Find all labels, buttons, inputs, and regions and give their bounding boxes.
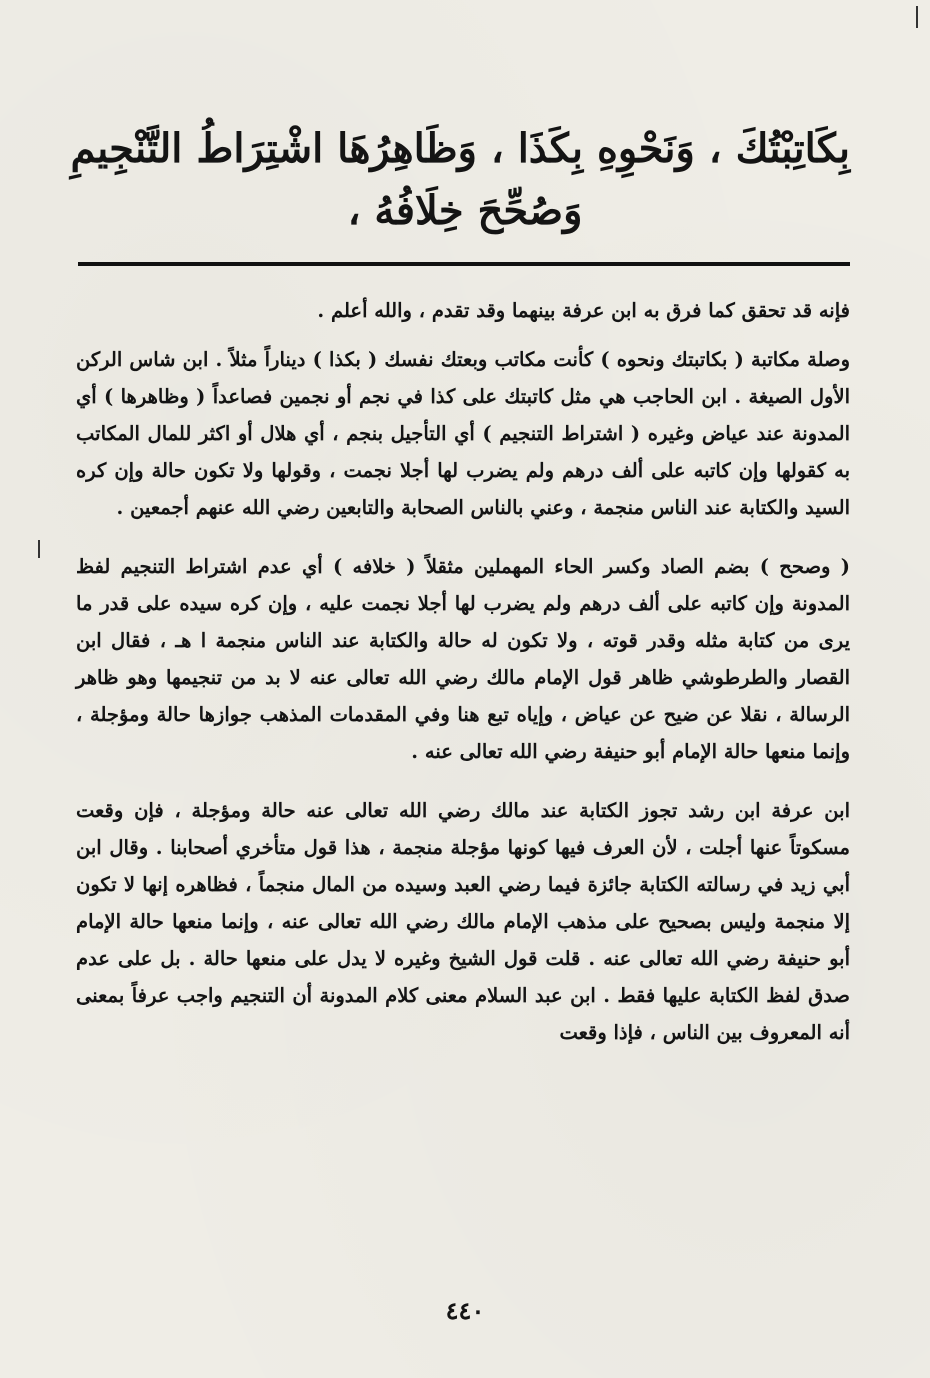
paragraph-3: ( وصحح ) بضم الصاد وكسر الحاء المهملين مثقلاً ( خلافه ) أي عدم اشتراط التنجيم لفظ المدونة وإن كاتبه على ألف درهم ولم يضرب لها أجلا نجمت عليه ، وإن كره سيده على قدر ما يرى من كتابة مثله وقدر قوته ، ولا تكون له حالة والكتابة عند الناس منجمة ا هـ ، فقال ابن القصار والطرطوشي ظاهر قول الإمام مالك رضي الله تعالى عنه لا بد من تنجيمها وهو ظاهر الرسالة ، نقلا عن ضيح عن عياض ، وإياه تبع هنا وفي المقدمات المذهب جوازها حالة ومؤجلة ، وإنما منعها حالة الإمام أبو حنيفة رضي الله تعالى عنه . xyxy=(76,555,850,763)
chapter-header xyxy=(70,118,850,242)
commentary-body xyxy=(76,292,850,1051)
margin-mark xyxy=(916,6,918,28)
header-divider xyxy=(78,262,850,266)
paragraph-4: ابن عرفة ابن رشد تجوز الكتابة عند مالك رضي الله تعالى عنه حالة ومؤجلة ، فإن وقعت مسكوتاً عنها أجلت ، لأن العرف فيها كونها مؤجلة منجمة ، هذا قول متأخري أصحابنا . وقال ابن أبي زيد في رسالته الكتابة جائزة فيما رضي العبد وسيده من المال منجماً ، فظاهره إنها لا تكون إلا منجمة وليس بصحيح على مذهب الإمام مالك رضي الله تعالى عنه ، وإنما منعها حالة الإمام أبو حنيفة رضي الله تعالى عنه . قلت قول الشيخ وغيره لا يدل على منعها حالة . بل على عدم صدق لفظ الكتابة عليها فقط . ابن عبد السلام معنى كلام المدونة أن التنجيم واجب عرفاً بمعنى أنه المعروف بين الناس ، فإذا وقعت xyxy=(76,799,850,1044)
paragraph-2: وصلة مكاتبة ( بكاتبتك ونحوه ) كأنت مكاتب وبعتك نفسك ( بكذا ) ديناراً مثلاً . ابن شاس الركن الأول الصيغة . ابن الحاجب هي مثل كاتبتك على كذا في نجم أو نجمين فصاعداً ( وظاهرها ) أي المدونة عند عياض وغيره ( اشتراط التنجيم ) أي التأجيل بنجم ، أي هلال أو اكثر للمال المكاتب به كقولها وإن كاتبه على ألف درهم ولم يضرب لها أجلا نجمت ، وقولها ولا تكون حالة وإن كره السيد والكتابة عند الناس منجمة ، وعني بالناس الصحابة والتابعين رضي الله عنهم أجمعين . xyxy=(76,348,850,519)
paragraph-1: فإنه قد تحقق كما فرق به ابن عرفة بينهما وقد تقدم ، والله أعلم . xyxy=(317,299,850,322)
margin-mark xyxy=(38,540,40,558)
header-line-2: وَصُحِّحَ خِلَافُهُ ، xyxy=(347,187,583,234)
header-line-1: بِكَاتِبْتُكَ ، وَنَحْوِهِ بِكَذَا ، وَظَاهِرُهَا اشْتِرَاطُ التَّنْجِيمِ xyxy=(70,125,850,172)
page-number: ٤٤٠ xyxy=(445,1296,485,1325)
